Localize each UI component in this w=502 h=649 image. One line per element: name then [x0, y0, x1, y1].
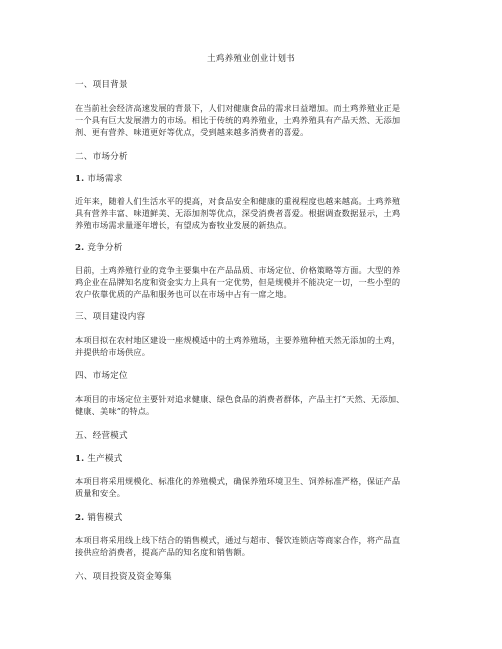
section-heading-positioning: 四、市场定位 — [75, 371, 128, 381]
subheading-title: 市场需求 — [87, 174, 123, 184]
paragraph-line: 具有营养丰富、味道鲜美、无添加剂等优点，深受消费者喜爱。根据调查数据显示，土鸡 — [75, 208, 401, 218]
subheading-title: 生产模式 — [87, 454, 123, 464]
paragraph-positioning — [75, 393, 435, 417]
paragraph-line: 健康、美味”的特点。 — [75, 406, 155, 416]
document-title: 土鸡养殖业创业计划书 — [207, 54, 295, 64]
paragraph-sales — [75, 534, 435, 558]
paragraph-line: 本项目将采用规模化、标准化的养殖模式，确保养殖环境卫生、饲养标准严格，保证产品 — [75, 476, 401, 486]
section-heading-business-model: 五、经营模式 — [75, 431, 128, 441]
section-heading-background: 一、项目背景 — [75, 80, 128, 90]
paragraph-construction — [75, 334, 435, 358]
paragraph-line: 鸡企业在品牌知名度和资金实力上具有一定优势，但是规模并不能决定一切，一些小型的 — [75, 277, 401, 287]
paragraph-line: 农户依靠优质的产品和服务也可以在市场中占有一席之地。 — [75, 289, 292, 299]
subheading-competition — [75, 242, 123, 254]
paragraph-line: 并提供给市场供应。 — [75, 347, 151, 357]
paragraph-line: 本项目将采用线上线下结合的销售模式，通过与超市、餐饮连锁店等商家合作，将产品直 — [75, 535, 401, 545]
paragraph-market-demand — [75, 195, 435, 231]
paragraph-competition — [75, 264, 435, 300]
subheading-number: 2. — [75, 513, 85, 523]
subheading-title: 竞争分析 — [87, 243, 123, 253]
paragraph-line: 近年来，随着人们生活水平的提高，对食品安全和健康的重视程度也越来越高。土鸡养殖 — [75, 196, 401, 206]
paragraph-line: 接供应给消费者，提高产品的知名度和销售额。 — [75, 547, 251, 557]
subheading-title: 销售模式 — [87, 513, 123, 523]
paragraph-line: 一个具有巨大发展潜力的市场。相比于传统的鸡养殖业，土鸡养殖具有产品天然、无添加 — [75, 115, 401, 125]
paragraph-line: 在当前社会经济高速发展的背景下，人们对健康食品的需求日益增加。而土鸡养殖业正是 — [75, 103, 401, 113]
paragraph-line: 养殖市场需求量逐年增长，有望成为畜牧业发展的新热点。 — [75, 220, 292, 230]
paragraph-line: 剂、更有营养、味道更好等优点，受到越来越多消费者的喜爱。 — [75, 127, 309, 137]
paragraph-background — [75, 102, 435, 138]
subheading-production — [75, 453, 123, 465]
section-heading-investment: 六、项目投资及资金筹集 — [75, 572, 172, 582]
paragraph-line: 本项目拟在农村地区建设一座规模适中的土鸡养殖场，主要养殖种植天然无添加的土鸡， — [75, 335, 401, 345]
subheading-number: 1. — [75, 454, 85, 464]
subheading-sales — [75, 512, 123, 524]
paragraph-production — [75, 475, 435, 499]
subheading-number: 2. — [75, 243, 85, 253]
section-heading-construction: 三、项目建设内容 — [75, 312, 146, 322]
section-heading-market-analysis: 二、市场分析 — [75, 152, 128, 162]
paragraph-line: 目前，土鸡养殖行业的竞争主要集中在产品品质、市场定位、价格策略等方面。大型的养 — [75, 265, 401, 275]
subheading-number: 1. — [75, 174, 85, 184]
paragraph-line: 本项目的市场定位主要针对追求健康、绿色食品的消费者群体，产品主打“天然、无添加、 — [75, 394, 405, 404]
subheading-market-demand — [75, 173, 123, 185]
paragraph-line: 质量和安全。 — [75, 488, 126, 498]
